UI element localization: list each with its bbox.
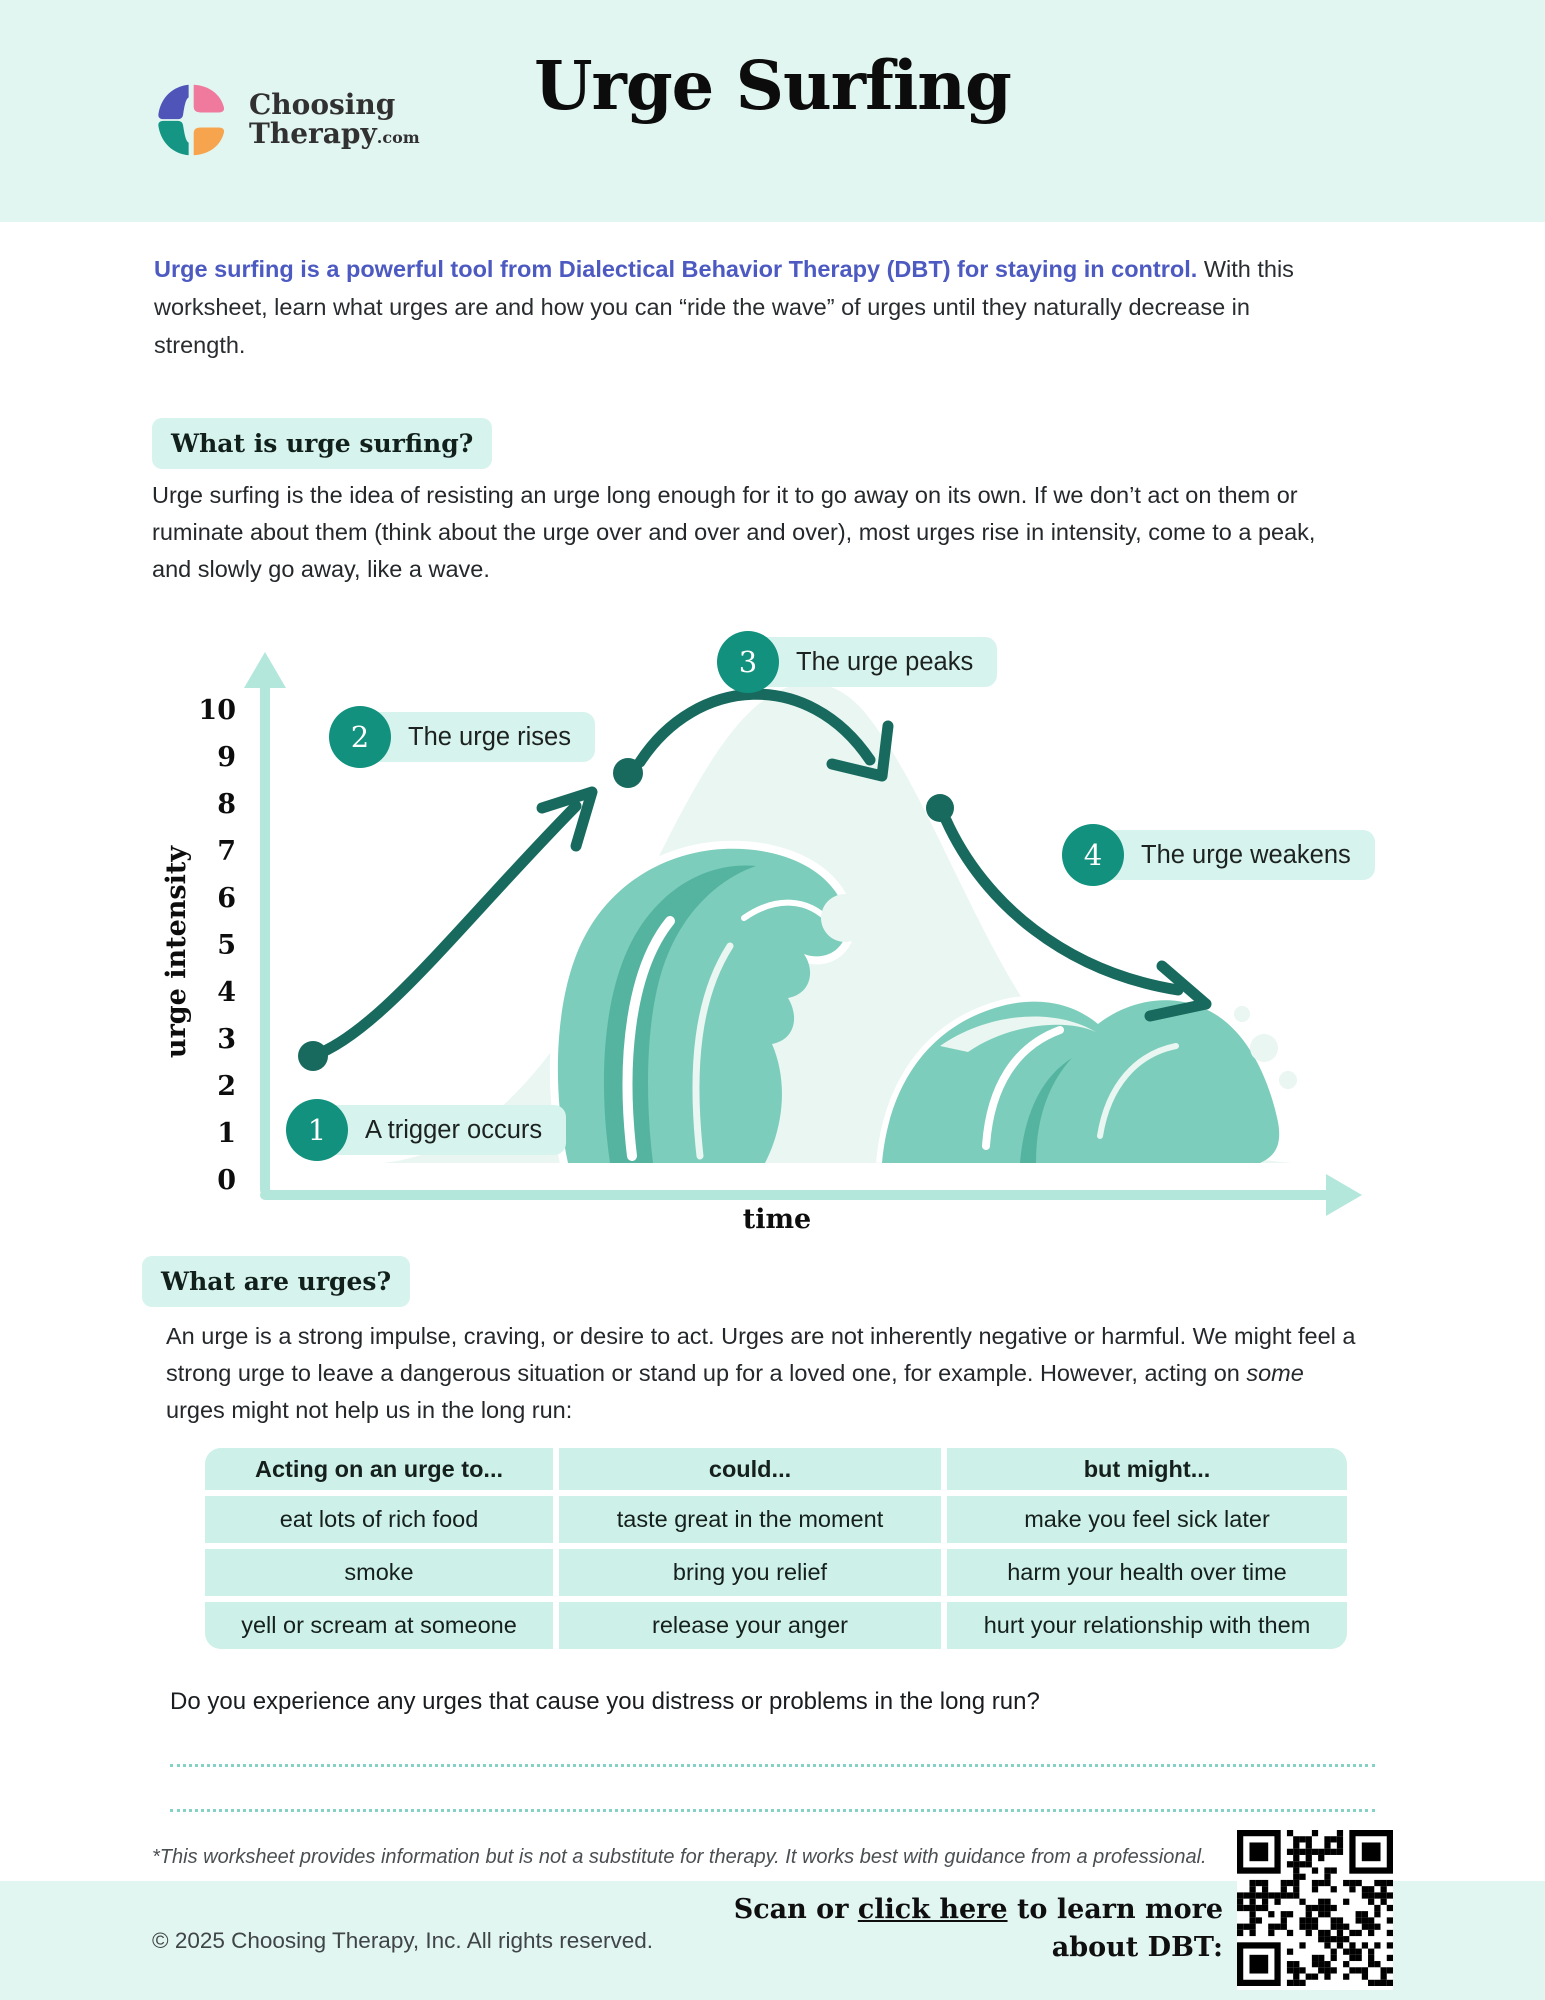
y-axis-arrowhead bbox=[244, 652, 286, 688]
intro-paragraph bbox=[154, 250, 1324, 364]
table-cell: hurt your relationship with them bbox=[947, 1602, 1347, 1649]
y-tick: 4 bbox=[217, 977, 236, 1008]
x-axis-label: time bbox=[742, 1204, 812, 1235]
rising-arrow bbox=[313, 806, 576, 1056]
table-cell: eat lots of rich food bbox=[205, 1496, 553, 1543]
y-axis-label: urge intensity bbox=[161, 845, 192, 1059]
logo-line1: Choosing bbox=[249, 88, 396, 122]
table-cell: yell or scream at someone bbox=[205, 1602, 553, 1649]
urges-text-1: An urge is a strong impulse, craving, or desire to act. Urges are not inherently negative or harmful. We might feel a strong urge to leave a dangerous situation or stand up for a loved one, for example. However, acting on bbox=[166, 1323, 1356, 1387]
table-cell: release your anger bbox=[559, 1602, 941, 1649]
logo-suffix: .com bbox=[376, 128, 420, 147]
table-cell: taste great in the moment bbox=[559, 1496, 941, 1543]
y-tick: 1 bbox=[217, 1118, 236, 1149]
y-tick: 6 bbox=[217, 883, 236, 914]
annotation-number-badge: 4 bbox=[1062, 824, 1124, 886]
answer-line[interactable] bbox=[170, 1809, 1375, 1812]
section-heading-what-are-urges: What are urges? bbox=[142, 1256, 410, 1307]
qr-code bbox=[1237, 1830, 1393, 1986]
foam-bubble bbox=[1279, 1071, 1297, 1089]
annotation-number-badge: 1 bbox=[286, 1099, 348, 1161]
y-tick: 0 bbox=[217, 1165, 236, 1196]
annotation-weakens bbox=[1062, 824, 1375, 886]
urges-text-2: urges might not help us in the long run: bbox=[166, 1397, 573, 1424]
click-here-link[interactable]: click here bbox=[857, 1894, 1008, 1925]
intro-highlight: Urge surfing is a powerful tool from Dialectical Behavior Therapy (DBT) for staying in control. bbox=[154, 256, 1198, 282]
y-tick: 2 bbox=[217, 1071, 236, 1102]
x-axis bbox=[260, 1190, 1332, 1200]
foam-bubble bbox=[821, 894, 869, 942]
table-cell: bring you relief bbox=[559, 1549, 941, 1596]
scan-text-post: to learn more bbox=[1007, 1894, 1223, 1925]
y-tick: 5 bbox=[217, 930, 236, 961]
urge-wave-chart bbox=[140, 616, 1420, 1256]
header-band bbox=[0, 0, 1545, 222]
annotation-label: The urge peaks bbox=[748, 637, 997, 687]
table-cell: make you feel sick later bbox=[947, 1496, 1347, 1543]
qr-code-box bbox=[1237, 1826, 1393, 1990]
table-cell: smoke bbox=[205, 1549, 553, 1596]
table-header: Acting on an urge to... bbox=[205, 1448, 553, 1490]
annotation-trigger bbox=[286, 1099, 566, 1161]
intro-rest: With this worksheet, learn what urges are and how you can “ride the wave” of urges until they naturally decrease in strength. bbox=[154, 256, 1294, 359]
table-header: could... bbox=[559, 1448, 941, 1490]
y-tick: 7 bbox=[217, 836, 236, 867]
section-heading-what-is-urge-surfing: What is urge surfing? bbox=[152, 418, 492, 469]
scan-cta bbox=[734, 1891, 1223, 1967]
urges-text-italic: some bbox=[1246, 1360, 1304, 1387]
table-cell: harm your health over time bbox=[947, 1549, 1347, 1596]
annotation-label: The urge weakens bbox=[1093, 830, 1375, 880]
disclaimer-text: *This worksheet provides information but is not a substitute for therapy. It works best with guidance from a professional. bbox=[152, 1846, 1207, 1868]
urges-consequences-table bbox=[205, 1448, 1347, 1649]
foam-bubble bbox=[867, 873, 897, 903]
scan-text-line2: about DBT: bbox=[1051, 1931, 1223, 1963]
foam-bubble bbox=[840, 956, 864, 980]
y-tick: 8 bbox=[217, 789, 236, 820]
foam-bubble bbox=[1250, 1034, 1278, 1062]
annotation-peaks bbox=[717, 631, 997, 693]
y-tick: 3 bbox=[217, 1024, 236, 1055]
y-tick: 9 bbox=[217, 742, 236, 773]
y-axis bbox=[260, 678, 270, 1195]
foam-bubble bbox=[1234, 1006, 1250, 1022]
x-axis-arrowhead bbox=[1326, 1174, 1362, 1216]
foam-bubble bbox=[822, 998, 842, 1018]
annotation-label: The urge rises bbox=[360, 712, 595, 762]
scan-text-pre: Scan or bbox=[733, 1894, 858, 1925]
annotation-label: A trigger occurs bbox=[317, 1105, 566, 1155]
reflection-question: Do you experience any urges that cause you distress or problems in the long run? bbox=[170, 1688, 1040, 1715]
page-title: Urge Surfing bbox=[534, 46, 1011, 125]
logo-line2: Therapy.com bbox=[249, 117, 420, 150]
urge-surfing-description: Urge surfing is the idea of resisting an urge long enough for it to go away on its own. If we don’t act on them or ruminate about them (think about the urge over and over and over), most urges rise in intensity, come to a peak, and slowly go away, like a wave. bbox=[152, 482, 1316, 583]
annotation-number-badge: 2 bbox=[329, 706, 391, 768]
y-tick: 10 bbox=[198, 695, 236, 726]
answer-line[interactable] bbox=[170, 1764, 1375, 1767]
urges-description bbox=[166, 1318, 1366, 1429]
annotation-number-badge: 3 bbox=[717, 631, 779, 693]
copyright-text: © 2025 Choosing Therapy, Inc. All rights reserved. bbox=[152, 1928, 654, 1953]
table-header: but might... bbox=[947, 1448, 1347, 1490]
annotation-rises bbox=[329, 706, 595, 768]
